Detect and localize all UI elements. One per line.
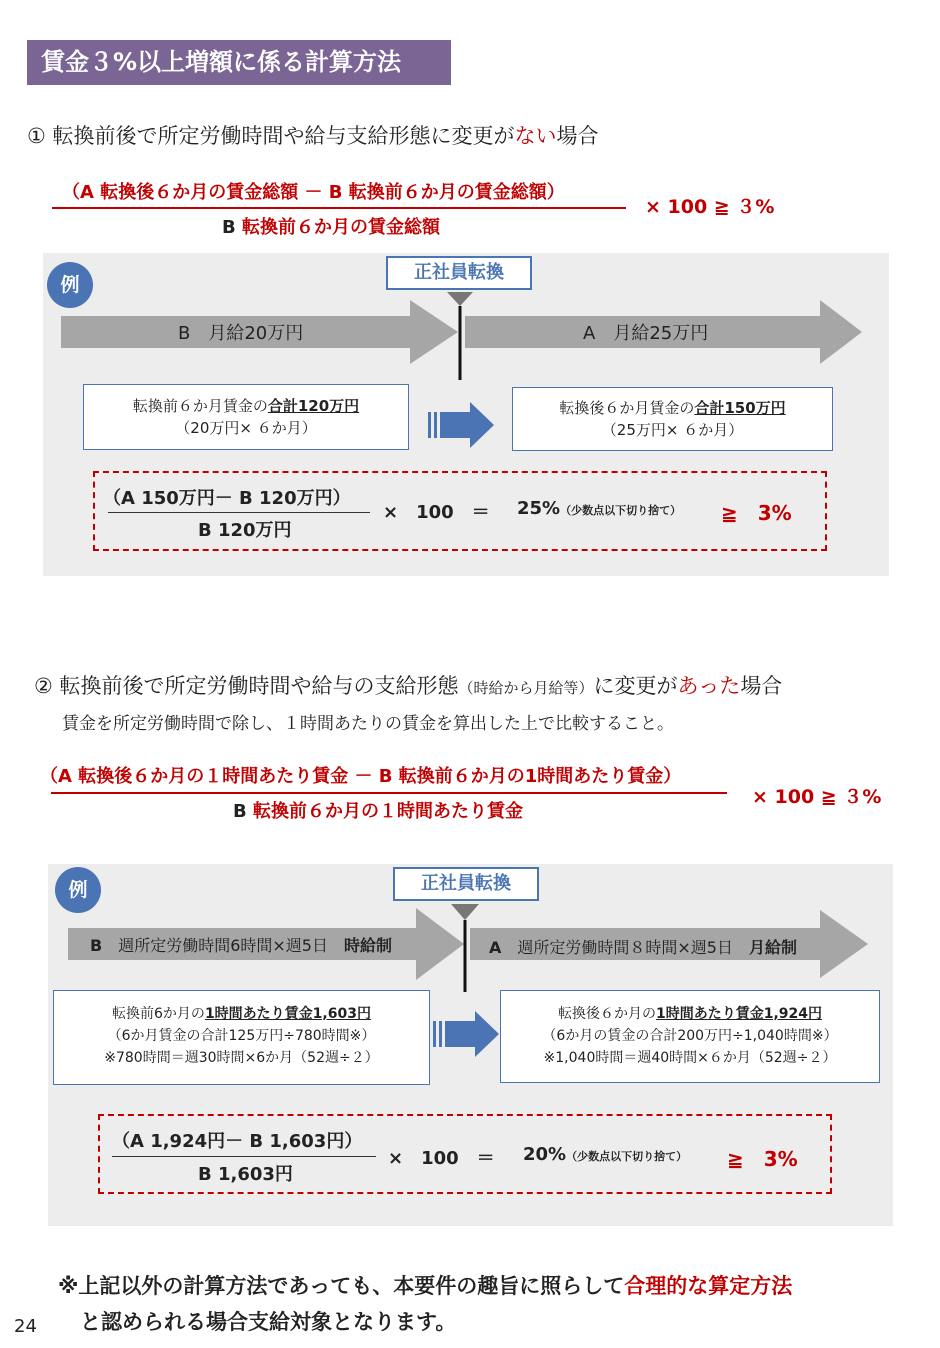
page-number: 24	[14, 1316, 37, 1337]
example2-calc-divider	[112, 1156, 376, 1157]
example1-calc-denominator: B 120万円	[198, 520, 292, 541]
example2-result-value: 20%	[523, 1144, 567, 1165]
section2-heading-pre: ② 転換前後で所定労働時間や給与の支給形態	[34, 674, 459, 698]
example2-after-box	[500, 990, 880, 1083]
formula2-close: ）	[663, 766, 682, 787]
example2-calc-denominator: B 1,603円	[198, 1164, 293, 1185]
formula1-a-text: 転換後６か月の賃金総額	[100, 182, 299, 203]
formula1-den-b: B	[222, 217, 242, 238]
example2-after-line3: ※1,040時間＝週40時間×６か月（52週÷２）	[543, 1050, 837, 1066]
example1-before-pre: 転換前６か月賃金の	[132, 397, 268, 415]
example2-after-line2: （6か月の賃金の合計200万円÷1,040時間※）	[542, 1028, 838, 1044]
example1-before-box	[83, 384, 409, 450]
formula1-denominator	[222, 213, 440, 239]
example2-right-letter: A	[489, 938, 518, 957]
section2-heading	[34, 670, 782, 700]
section1-heading-post: 場合	[556, 124, 599, 148]
example1-arrow-right-label: A 月給25万円	[583, 323, 709, 344]
footer-note-line1	[58, 1270, 792, 1300]
example2-calc-result	[523, 1144, 687, 1165]
example1-after-pre: 転換後６か月賃金の	[559, 399, 695, 417]
example1-pointer-icon	[447, 292, 473, 306]
formula1-open: （A	[62, 182, 101, 203]
example1-calc-mult: × 100 ＝	[383, 502, 490, 523]
example1-badge: 例	[47, 262, 93, 308]
formula2-b-text: 転換前６か月の1時間あたり賃金	[398, 766, 664, 787]
formula1-den-text: 転換前６か月の賃金総額	[242, 217, 440, 238]
example2-left-type: 時給制	[343, 936, 392, 955]
example1-before-sub: （20万円× ６か月）	[175, 419, 317, 437]
section2-heading-small: （時給から月給等）	[458, 679, 594, 697]
example2-right-type: 月給制	[748, 938, 797, 957]
section2-heading-red: あった	[677, 674, 741, 698]
section1-heading-pre: ① 転換前後で所定労働時間や給与支給形態に変更が	[27, 124, 515, 148]
example1-after-total: 合計150万円	[694, 399, 786, 417]
example2-right-text: 週所定労働時間８時間×週5日	[517, 938, 749, 957]
formula2-a-text: 転換後６か月の１時間あたり賃金	[78, 766, 349, 787]
example2-after-pre: 転換後６か月の	[557, 1006, 656, 1022]
example2-before-pre: 転換前6か月の	[112, 1006, 205, 1022]
example1-after-line1	[513, 397, 832, 419]
example2-before-line1	[54, 1003, 429, 1025]
example2-before-line2: （6か月賃金の合計125万円÷780時間※）	[107, 1028, 376, 1044]
formula2-minus: － B	[348, 766, 399, 787]
formula2-divider	[51, 792, 727, 794]
footer-line1-pre: ※上記以外の計算方法であっても、本要件の趣旨に照らして	[58, 1274, 625, 1298]
example2-arrow-left-label	[90, 933, 392, 956]
formula2-denominator	[233, 797, 523, 823]
example2-calc-numerator: （A 1,924円－ B 1,603円）	[112, 1131, 363, 1152]
example2-badge: 例	[55, 867, 101, 913]
example1-conversion-label: 正社員転換	[386, 256, 532, 290]
example2-left-letter: B	[90, 936, 119, 955]
example1-calc-divider	[108, 512, 370, 513]
example1-calc-numerator: （A 150万円－ B 120万円）	[103, 488, 351, 509]
example1-result-value: 25%	[517, 498, 561, 519]
example2-after-rate: 1時間あたり賃金1,924円	[655, 1006, 823, 1022]
formula2-den-b: B	[233, 801, 253, 822]
formula2-multiplier: × 100 ≧ ３%	[752, 786, 882, 808]
section2-heading-mid: に変更が	[593, 674, 678, 698]
example1-arrow-left-label: B 月給20万円	[178, 323, 304, 344]
example2-transition-arrow-icon	[431, 1011, 503, 1059]
example1-calc-ge: ≧ 3%	[721, 501, 792, 525]
section1-heading-red: ない	[514, 124, 557, 148]
example2-conversion-label: 正社員転換	[393, 867, 539, 901]
example1-before-total: 合計120万円	[267, 397, 360, 415]
formula1-numerator	[62, 178, 565, 204]
example1-calc-result	[517, 498, 681, 519]
example2-after-line1	[501, 1003, 879, 1025]
formula2-den-text: 転換前６か月の１時間あたり賃金	[253, 801, 523, 822]
example2-pointer-icon	[451, 904, 479, 920]
formula2-open: （A	[40, 766, 79, 787]
formula1-close: ）	[546, 182, 565, 203]
formula1-b-text: 転換前６か月の賃金総額	[348, 182, 547, 203]
formula1-minus: － B	[298, 182, 349, 203]
footer-note-line2: と認められる場合支給対象となります。	[80, 1310, 457, 1334]
formula2-numerator	[40, 762, 681, 788]
example2-before-line3: ※780時間＝週30時間×6か月（52週÷２）	[104, 1050, 379, 1066]
example1-after-box	[512, 387, 833, 451]
example2-result-note: （少数点以下切り捨て）	[566, 1150, 688, 1163]
section1-heading	[27, 120, 599, 150]
example2-before-rate: 1時間あたり賃金1,603円	[204, 1006, 371, 1022]
example1-result-note: （少数点以下切り捨て）	[560, 504, 682, 517]
example2-calc-mult: × 100 ＝	[388, 1148, 495, 1169]
formula1-divider	[52, 207, 626, 209]
section2-subtext: 賃金を所定労働時間で除し、１時間あたりの賃金を算出した上で比較すること。	[62, 714, 674, 734]
example1-after-sub: （25万円× ６か月）	[601, 421, 744, 439]
page-title: 賃金３%以上増額に係る計算方法	[27, 40, 451, 85]
example1-transition-arrow-icon	[426, 402, 498, 450]
example2-before-box	[53, 990, 430, 1085]
footer-line1-red: 合理的な算定方法	[624, 1274, 793, 1298]
example2-calc-ge: ≧ 3%	[727, 1147, 798, 1171]
section2-heading-post: 場合	[740, 674, 783, 698]
example1-before-line1	[84, 395, 408, 417]
example2-left-text: 週所定労働時間6時間×週5日	[118, 936, 344, 955]
example2-arrow-right-label	[489, 935, 797, 958]
formula1-multiplier: × 100 ≧ ３%	[645, 196, 775, 218]
